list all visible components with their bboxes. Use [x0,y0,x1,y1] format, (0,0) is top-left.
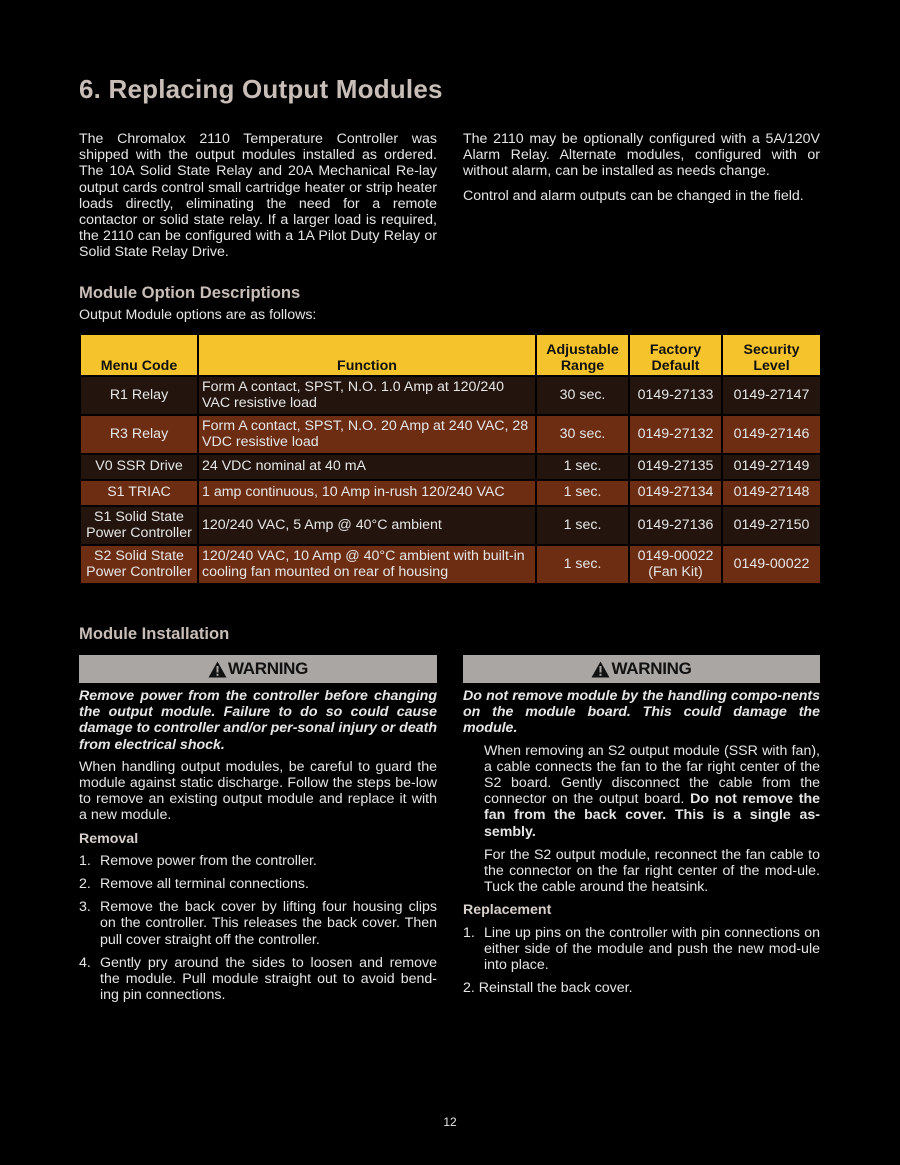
s2-removal-text: When removing an S2 output module (SSR with fan), a cable connects the fan to the far right center of the S2 board. Gently disconnect the cable from the connector on the output board. [484,742,820,808]
cell-range: 30 sec. [536,415,629,454]
cell-menu-code: S1 TRIAC [80,480,198,506]
cell-security-level: 0149-27149 [722,454,821,480]
cell-security-level: 0149-27148 [722,480,821,506]
replacement-step-2: 2. Reinstall the back cover. [463,980,633,997]
intro-left-text: The Chromalox 2110 Temperature Controller was shipped with the output modules installed as ordered. The 10A Solid State Relay and 20A Mechanical Re-lay output cards control small cartridge heater or strip heater loads directly, eliminating the need for a remote contactor or solid state relay. If a larger load is required, the 2110 can be configured with a 1A Pilot Duty Relay or Solid State Relay Drive. [79,131,437,261]
col-adjustable-range: Adjustable Range [536,334,629,376]
page-number: 12 [443,1115,457,1129]
page-title: 6. Replacing Output Modules [79,74,443,104]
cell-range: 1 sec. [536,506,629,545]
warning-banner-left [79,655,437,683]
table-row [80,480,821,506]
step-number: 1. [463,924,475,941]
col-factory-default: Factory Default [629,334,722,376]
table-row [80,454,821,480]
table-header-row [80,334,821,376]
cell-menu-code: R1 Relay [80,376,198,415]
table-row [80,415,821,454]
static-discharge-paragraph: When handling output modules, be careful to guard the module against static discharge. Follow the steps be-low to remove an existing output module and replace it with a new module. [79,758,437,824]
warning-label: WARNING [611,659,692,678]
cell-menu-code: V0 SSR Drive [80,454,198,480]
options-subheading: Output Module options are as follows: [79,307,317,323]
intro-right-text-1: The 2110 may be optionally configured with a 5A/120V Alarm Relay. Alternate modules, configured with or without alarm, can be installed as needs change. [463,131,820,180]
cell-factory-default: 0149-27136 [629,506,722,545]
cell-factory-default: 0149-27135 [629,454,722,480]
list-item [79,899,437,948]
replacement-heading: Replacement [463,902,552,919]
cell-menu-code: S1 Solid State Power Controller [80,506,198,545]
cell-factory-default: 0149-27133 [629,376,722,415]
step-number: 3. [79,899,91,916]
warning-text-right: Do not remove module by the handling compo-nents on the module board. This could damage the module. [463,688,820,737]
col-security-level: Security Level [722,334,821,376]
warning-text-left: Remove power from the controller before changing the output module. Failure to do so could cause damage to controller and/or per-sonal injury or death from electrical shock. [79,688,437,753]
intro-right-text-2: Control and alarm outputs can be changed in the field. [463,187,804,204]
step-number: 2. [79,876,91,893]
cell-security-level: 0149-27147 [722,376,821,415]
step-number: 1. [79,852,91,869]
cell-menu-code: S2 Solid State Power Controller [80,545,198,584]
s2-removal-paragraph [463,743,820,840]
cell-range: 1 sec. [536,454,629,480]
cell-factory-default: 0149-27134 [629,480,722,506]
removal-steps [79,853,437,1004]
s2-removal-bold-note: Do not remove the fan from the back cover. This is a single as-sembly. [484,791,820,840]
cell-security-level: 0149-27150 [722,506,821,545]
warning-banner-right [463,655,820,683]
table-row [80,376,821,415]
cell-security-level: 0149-00022 [722,545,821,584]
cell-function: 120/240 VAC, 10 Amp @ 40°C ambient with built-in cooling fan mounted on rear of housing [198,545,536,584]
cell-range: 30 sec. [536,376,629,415]
cell-factory-default: 0149-00022 (Fan Kit) [629,545,722,584]
cell-function: 1 amp continuous, 10 Amp in-rush 120/240 VAC [198,480,536,506]
installation-heading: Module Installation [79,624,230,643]
s2-reconnect-paragraph: For the S2 output module, reconnect the fan cable to the connector on the far right center of the mod-ule. Tuck the cable around the heatsink. [484,846,820,896]
cell-factory-default: 0149-27132 [629,415,722,454]
col-menu-code: Menu Code [80,334,198,376]
col-function: Function [198,334,536,376]
cell-menu-code: R3 Relay [80,415,198,454]
cell-function: 24 VDC nominal at 40 mA [198,454,536,480]
list-item [463,925,820,974]
module-options-table [79,333,822,585]
cell-range: 1 sec. [536,545,629,584]
warning-label: WARNING [227,659,309,678]
list-item [79,955,437,1004]
warning-triangle-icon [208,661,227,678]
list-item [79,853,437,869]
cell-function: 120/240 VAC, 5 Amp @ 40°C ambient [198,506,536,545]
cell-function: Form A contact, SPST, N.O. 20 Amp at 240 VAC, 28 VDC resistive load [198,415,536,454]
step-text: Remove the back cover by lifting four housing clips on the controller. This releases the back cover. Then pull cover straight off the controller. [100,899,437,948]
cell-range: 1 sec. [536,480,629,506]
step-text: Remove all terminal connections. [100,876,309,893]
installation-right-column [463,688,820,1003]
list-item [79,876,437,892]
intro-right [463,131,820,212]
intro-left [79,131,437,269]
cell-security-level: 0149-27146 [722,415,821,454]
table-row [80,545,821,584]
step-text: Gently pry around the sides to loosen and remove the module. Pull module straight out to avoid bend-ing pin connections. [100,954,437,1004]
cell-function: Form A contact, SPST, N.O. 1.0 Amp at 120/240 VAC resistive load [198,376,536,415]
removal-heading: Removal [79,830,139,847]
step-text: Line up pins on the controller with pin connections on either side of the module and push the new mod-ule into place. [484,924,820,974]
step-number: 4. [79,954,91,971]
replacement-steps [463,925,820,974]
table-row [80,506,821,545]
options-heading: Module Option Descriptions [79,283,301,302]
warning-triangle-icon [591,661,610,678]
installation-left-column [79,688,437,1010]
step-text: Remove power from the controller. [100,852,317,869]
